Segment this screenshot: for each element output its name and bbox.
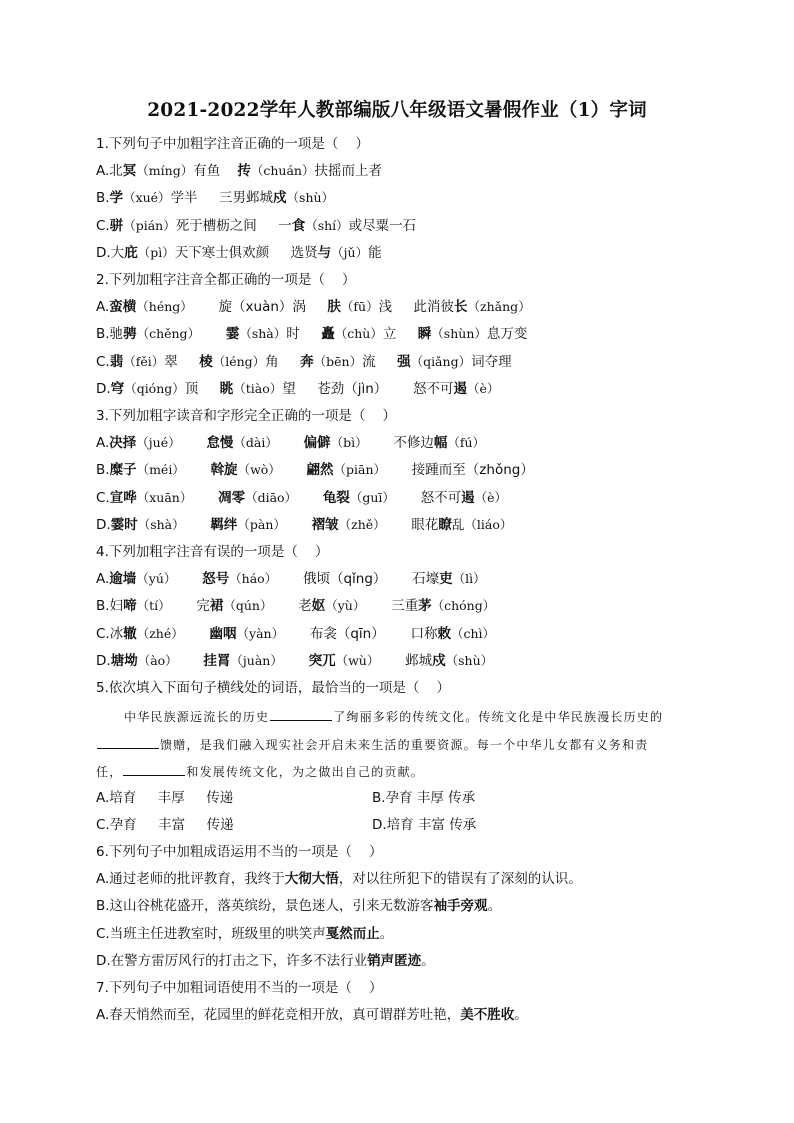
line-text: 接踵而至（zhǒng） [386,462,534,479]
bold-term: 美不胜收 [460,1007,515,1024]
pinyin-annotation: （zhé） [136,625,184,641]
text-line [96,543,329,561]
pinyin-annotation: （yú） [136,571,177,587]
line-text: 顶 [184,380,220,397]
line-text: 眼花 [385,516,439,533]
text-line [96,380,499,398]
text-line [96,925,393,943]
option-c: C.孕育 丰富 传递 [96,817,234,833]
line-text: C.冰 [96,625,124,642]
pinyin-annotation: 乱（liáo） [451,516,513,532]
passage-text: 馈赠，是我们融入现实社会开启未来生活的重要资源。每一个中华儿女都有义务和责 [160,738,649,752]
text-line [96,1006,528,1024]
line-text [297,490,323,506]
line-text: 学半 三男邺城 [170,190,274,207]
line-text: D.在警方雷厉风行的打击之下，许多不法行业 [96,952,368,969]
line-text: C. [96,353,110,370]
line-text: 三重 [365,598,419,615]
bold-term: 挂罥 [203,652,231,669]
line-text: 流 [362,353,398,370]
bold-term: 怠慢 [206,435,234,452]
pinyin-annotation: （è） [467,380,500,396]
passage-text: 和发展传统文化，为之做出自己的贡献。 [186,765,425,779]
pinyin-annotation: （yù） [325,598,366,614]
line-text: 。 [514,1007,528,1024]
bold-term: 骋 [123,326,137,343]
pinyin-annotation: （chóng） [431,598,496,614]
pinyin-annotation: （juàn） [230,652,283,668]
bold-term: 突兀 [308,652,336,669]
pinyin-annotation: （chuán） [250,163,315,179]
bold-term: 食 [291,217,306,234]
bold-term: 长 [454,299,468,316]
text-line [96,897,501,915]
pinyin-annotation: （shà） [239,326,287,342]
text-line [96,217,416,235]
text-line [96,652,493,670]
line-text: 怒不可 [394,489,462,506]
pinyin-annotation: （è） [474,489,508,505]
bold-term: 斡旋 [210,462,238,479]
pinyin-annotation: （yàn） [236,625,285,641]
text-line [96,434,485,452]
line-text: C. [96,489,110,506]
bold-term: 啼 [123,598,137,615]
bold-term: 凋零 [218,489,246,506]
pinyin-annotation: （wù） [335,652,380,668]
pinyin-annotation: （tiào） [233,380,283,396]
bold-term: 霎 [225,326,240,343]
bold-term: 棱 [199,353,213,370]
line-text [185,517,211,533]
pinyin-annotation: （guī） [349,489,395,505]
pinyin-annotation: （pàn） [237,516,286,532]
text-line [96,516,512,534]
pinyin-annotation: （chì） [450,625,496,641]
pinyin-annotation: （fú） [447,435,486,451]
line-text: C. [96,217,110,234]
bold-term: 学 [109,190,124,207]
line-text: 7.下列句子中加粗词语使用不当的一项是（ ） [96,980,383,996]
bold-term: 偏僻 [303,435,331,452]
bold-term: 怒号 [202,571,230,588]
bold-term: 矗 [321,326,335,343]
line-text: D. [96,380,111,397]
passage-line-2 [96,736,648,754]
bold-term: 褶皱 [311,516,339,533]
answer-blank-2 [97,736,159,749]
line-text: 2.下列加粗字注音全都正确的一项是（ ） [96,272,356,288]
passage-text: 任， [96,765,123,779]
line-text [281,462,307,478]
line-text: B. [96,190,110,207]
option-b: B.孕育 丰厚 传承 [372,790,476,806]
line-text: 浅 此消彼 [378,299,455,316]
bold-term: 强 [397,353,411,370]
text-line [96,597,495,615]
line-text: D.大 [96,244,125,261]
line-text: 。 [487,898,502,915]
line-text: B.驰 [96,326,124,343]
bold-term: 翡 [109,353,124,370]
text-line [96,135,369,153]
pinyin-annotation: （xuān） [136,489,193,505]
pinyin-annotation: （zhě） [338,516,386,532]
line-text [181,435,207,451]
bold-term: 幅 [433,435,448,452]
line-text [184,626,210,642]
text-line [96,843,383,861]
bold-term: 决择 [109,435,137,452]
line-text: D. [96,652,111,669]
bold-term: 与 [317,244,332,261]
passage-text: 中华民族源远流长的历史 [124,710,270,724]
line-text: B.妇 [96,598,124,615]
pinyin-annotation: （piān） [333,462,387,478]
pinyin-annotation: （lì） [452,571,486,587]
pinyin-annotation: （shí） [305,217,349,233]
line-text: 有鱼 [193,163,238,180]
pinyin-annotation: （wò） [237,462,281,478]
line-text: 息万变 [486,326,528,343]
text-line [96,162,382,180]
line-text: C.当班主任进教室时，班级里的哄笑声 [96,925,326,942]
line-text: 立 [382,326,418,343]
pinyin-annotation: （qún） [223,598,273,614]
line-text [283,653,309,669]
pinyin-annotation: （fěi） [123,353,165,369]
pinyin-annotation: （zhǎng） [467,299,531,315]
bold-term: 遏 [461,489,475,506]
line-text: 旋（xuàn）涡 [192,299,328,316]
line-text: 4.下列加粗字注音有误的一项是（ ） [96,544,329,560]
line-text: 俄顷（qǐng） 石壕 [277,571,440,588]
text-line [96,407,396,425]
bold-term: 糜子 [109,462,137,479]
bold-term: 瞬 [417,326,432,343]
bold-term: 大彻大悟 [284,871,339,888]
pinyin-annotation: （pián） [123,217,176,233]
bold-term: 辙 [123,625,137,642]
text-line [96,870,582,888]
bold-term: 幽咽 [209,625,237,642]
line-text [178,653,204,669]
line-text: 3.下列加粗字读音和字形完全正确的一项是（ ） [96,408,397,424]
line-text [200,326,226,342]
line-text [185,462,211,478]
bold-term: 霎时 [110,516,138,533]
text-line [96,625,495,643]
bold-term: 敕 [437,625,451,642]
pinyin-annotation: （bì） [330,435,368,451]
text-line [96,353,512,371]
bold-term: 茅 [418,598,432,615]
pinyin-annotation: （shùn） [431,326,487,342]
line-text: ，对以往所犯下的错误有了深刻的认识。 [338,871,582,888]
bold-term: 瞭 [438,516,452,533]
pinyin-annotation: （háo） [229,571,278,587]
pinyin-annotation: （diāo） [245,489,298,505]
line-text: D. [96,516,111,533]
bold-term: 吏 [439,571,453,588]
bold-term: 蛮横 [109,299,137,316]
text-line [96,189,334,207]
line-text: 死于槽枥之间 一 [175,217,292,234]
bold-term: 裙 [209,598,224,615]
line-text: 时 [286,326,322,343]
bold-term: 奔 [300,353,314,370]
pinyin-annotation: （xué） [123,190,171,206]
passage-line-1 [124,708,663,726]
pinyin-annotation: （qiǎng） [410,353,472,369]
text-line [96,952,435,970]
text-line [96,570,486,588]
bold-term: 塘坳 [110,652,138,669]
line-text: 完 [170,598,210,615]
line-text: 不修边 [367,435,434,452]
line-text: 天下寒士俱欢颜 选贤 [174,244,318,261]
line-text: A. [96,571,110,588]
line-text: 能 [368,244,382,261]
line-text: 翠 [164,353,200,370]
line-text: 词夺理 [471,353,512,370]
text-line [96,271,356,289]
line-text [176,571,202,587]
line-text: A.北 [96,163,123,180]
answer-blank-1 [270,708,332,721]
bold-term: 穹 [110,380,125,397]
bold-term: 冥 [122,163,137,180]
bold-term: 宣哗 [109,489,137,506]
bold-term: 翩然 [306,462,334,479]
passage-text: 了绚丽多彩的传统文化。传统文化是中华民族漫长历史的 [333,710,664,724]
text-line [96,298,531,316]
pinyin-annotation: （léng） [212,353,266,369]
pinyin-annotation: （chěng） [136,326,201,342]
pinyin-annotation: （méi） [136,462,185,478]
line-text: B.这山谷桃花盛开，落英缤纷，景色迷人，引来无数游客 [96,898,434,915]
line-text [278,435,304,451]
line-text: 角 [265,353,301,370]
line-text: 布衾（qīn） 口称 [284,625,438,642]
bold-term: 逾墙 [109,571,137,588]
pinyin-annotation: （shù） [445,652,494,668]
bold-term: 羁绊 [210,516,238,533]
bold-term: 遏 [453,380,467,397]
text-line [96,244,382,262]
bold-term: 戍 [432,652,446,669]
line-text: 。 [379,925,394,942]
bold-term: 戍 [273,190,287,207]
bold-term: 肤 [327,299,341,316]
pinyin-annotation: （fū） [340,299,379,315]
line-text [286,517,312,533]
line-text: 扶摇而上者 [314,163,382,180]
bold-term: 销声匿迹 [367,952,422,969]
pinyin-annotation: （shù） [286,190,335,206]
pinyin-annotation: （jǔ） [331,244,369,260]
pinyin-annotation: （shà） [137,516,185,532]
line-text: A. [96,435,110,452]
pinyin-annotation: （tí） [136,598,171,614]
bold-term: 庇 [124,244,138,261]
pinyin-annotation: （míng） [136,163,194,179]
pinyin-annotation: （dài） [233,435,278,451]
line-text: A.春天悄然而至，花园里的鲜花竞相开放，真可谓群芳吐艳， [96,1007,461,1024]
line-text: B. [96,462,110,479]
page-title: 2021-2022学年人教部编版八年级语文暑假作业（1）字词 [147,100,647,121]
passage-line-3 [96,763,424,781]
bold-term: 袖手旁观 [433,898,488,915]
text-line [96,461,534,479]
line-text: A. [96,299,110,316]
pinyin-annotation: （qióng） [124,380,185,396]
option-d: D.培育 丰富 传承 [372,817,477,833]
line-text: 5.依次填入下面句子横线处的词语，最恰当的一项是（ ） [96,680,451,696]
line-text [192,490,218,506]
text-line [96,679,450,697]
line-text: A.通过老师的批评教育，我终于 [96,871,285,888]
pinyin-annotation: （bēn） [313,353,363,369]
option-a: A.培育 丰厚 传递 [96,790,234,806]
text-line [96,489,507,507]
line-text: 邺城 [379,652,433,669]
bold-term: 骈 [109,217,124,234]
pinyin-annotation: （ào） [137,652,178,668]
pinyin-annotation: （jué） [136,435,181,451]
line-text: 或尽粟一石 [348,217,417,234]
line-text: 望 苍劲（jìn） 怒不可 [282,380,454,397]
answer-blank-3 [123,763,185,776]
line-text: 1.下列句子中加粗字注音正确的一项是（ ） [96,136,370,152]
bold-term: 抟 [237,163,251,180]
pinyin-annotation: （héng） [136,299,193,315]
bold-term: 戛然而止 [325,925,380,942]
line-text: 。 [421,952,435,969]
text-line [96,325,527,343]
text-line [96,979,383,997]
bold-term: 龟裂 [322,489,350,506]
pinyin-annotation: （pì） [137,244,175,260]
pinyin-annotation: （chù） [334,326,383,342]
bold-term: 妪 [311,598,326,615]
line-text: 老 [272,598,312,615]
bold-term: 眺 [219,380,234,397]
line-text: 6.下列句子中加粗成语运用不当的一项是（ ） [96,844,383,860]
